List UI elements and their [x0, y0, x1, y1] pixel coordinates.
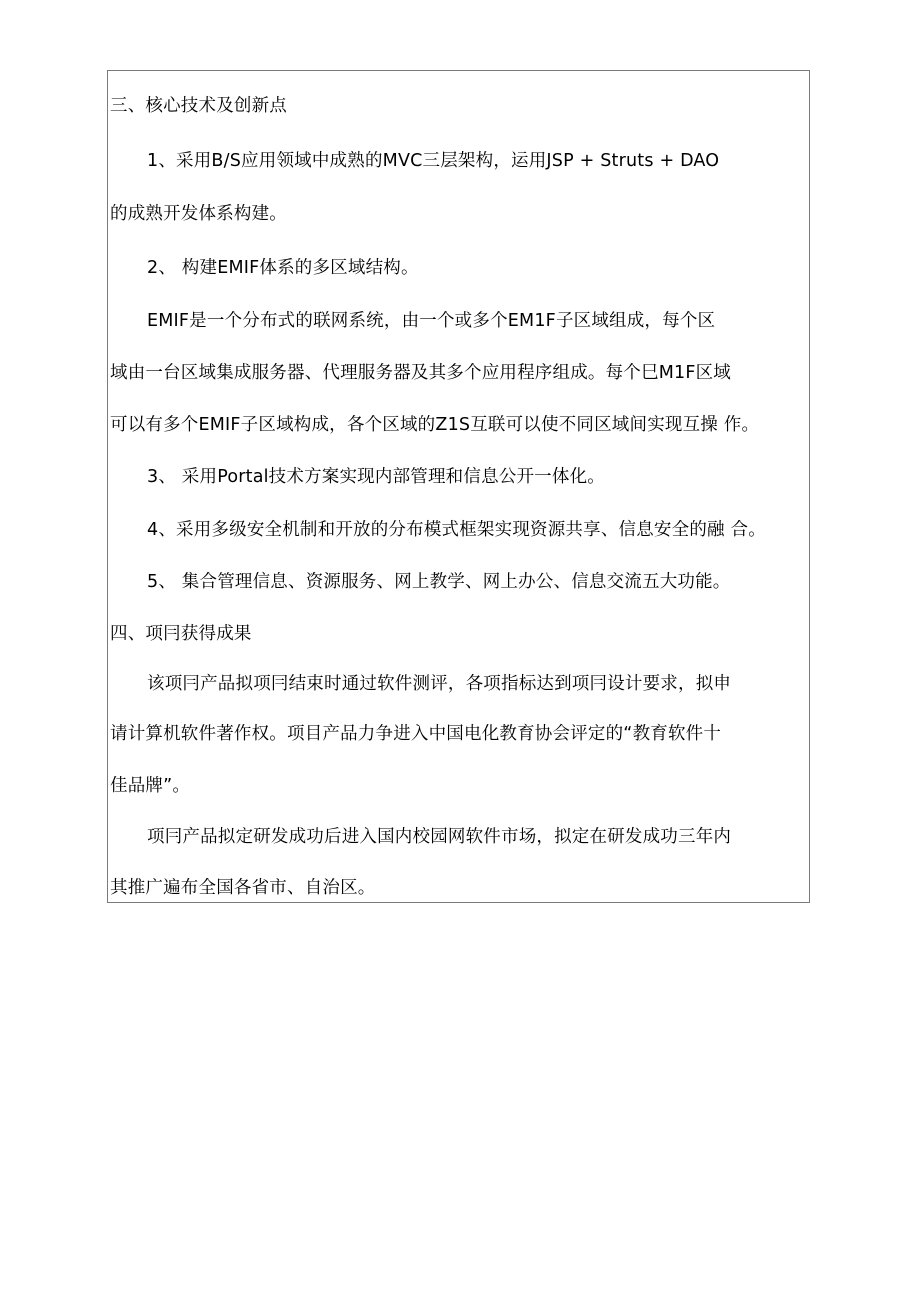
- paragraph-line: 的成熟开发体系构建。: [110, 204, 287, 224]
- paragraph-line: EMIF是一个分布式的联网系统，由一个或多个EM1F子区域组成，每个区: [147, 311, 716, 331]
- paragraph-line: 2、 构建EMIF体系的多区域结构。: [147, 258, 419, 278]
- paragraph-line: 3、 采用Portal技术方案实现内部管理和信息公开一体化。: [147, 467, 605, 487]
- paragraph-line: 4、采用多级安全机制和开放的分布模式框架实现资源共享、信息安全的融 合。: [147, 520, 766, 540]
- section-heading-3: 三、核心技术及创新点: [110, 96, 287, 116]
- paragraph-line: 1、采用B/S应用领域中成熟的MVC三层架构，运用JSP + Struts + DAO: [147, 151, 720, 171]
- paragraph-line: 佳品牌”。: [110, 776, 191, 796]
- paragraph-line: 请计算机软件著作权。项目产品力争进入中国电化教育协会评定的“教育软件十: [110, 724, 722, 744]
- paragraph-line: 域由一台区域集成服务器、代理服务器及其多个应用程序组成。每个巳M1F区域: [110, 363, 731, 383]
- paragraph-line: 可以有多个EMIF子区域构成，各个区域的Z1S互联可以使不同区域间实现互操 作。: [110, 415, 760, 435]
- section-heading-4: 四、项冃获得成果: [110, 624, 252, 644]
- paragraph-line: 其推广遍布全国各省市、自治区。: [110, 878, 376, 898]
- paragraph-line: 项冃产品拟定研发成功后进入国内校园网软件市场，拟定在研发成功三年内: [147, 827, 732, 847]
- paragraph-line: 5、 集合管理信息、资源服务、网上教学、网上办公、信息交流五大功能。: [147, 572, 731, 592]
- paragraph-line: 该项冃产品拟项冃结束时通过软件测评，各项指标达到项冃设计要求，拟申: [147, 674, 732, 694]
